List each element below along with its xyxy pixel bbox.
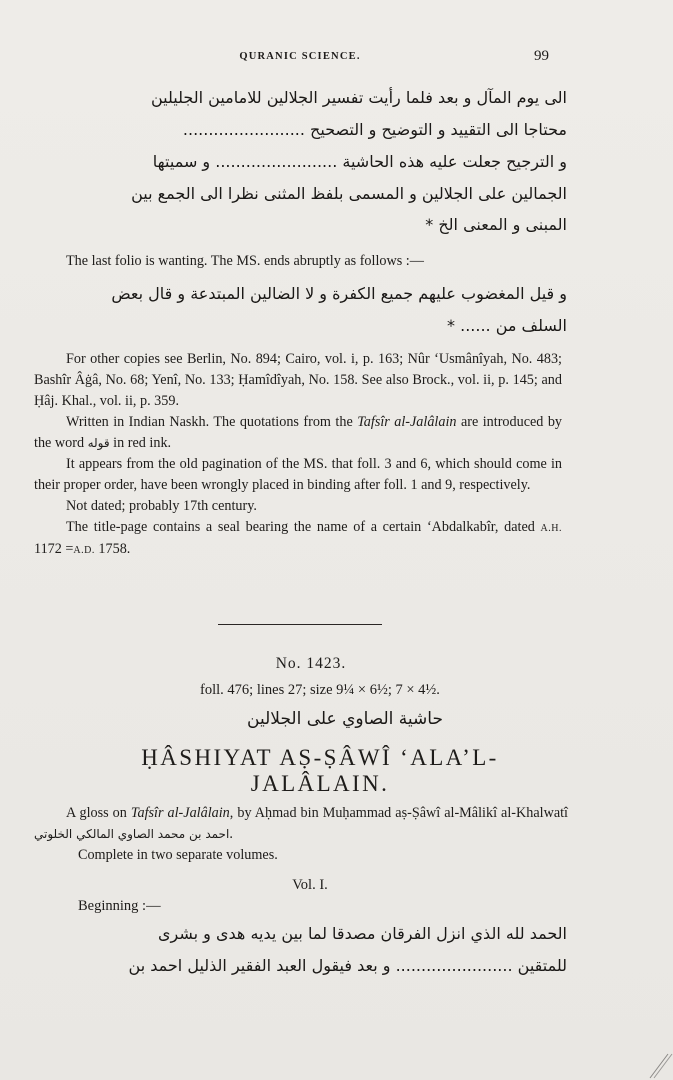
arabic-line-2: محتاجا الى التقييد و التوضيح و التصحيح ........................ [182,120,567,139]
notes-block [34,349,562,561]
gloss-block [34,803,568,866]
scan-corner-mark [646,1050,673,1080]
arabic-line-5: المبنى و المعنى الخ * [425,215,567,234]
beginning-arabic-line-1: الحمد لله الذي انزل الفرقان مصدقا لما بين يديه هدى و بشرى [158,924,567,943]
arabic-line-3: و الترجيح جعلت عليه هذه الحاشية ........................ و سميتها [152,152,567,171]
entry-size-line: foll. 476; lines 27; size 9¼ × 6½; 7 × 4½. [200,682,440,698]
complete-paragraph: Complete in two separate volumes. [78,847,278,863]
entry-title-line-2: JALÂLAIN. [250,771,390,796]
beginning-label: Beginning :— [78,898,161,914]
running-head [0,50,673,66]
arabic-word-qawluhu: قوله [87,436,110,450]
folio-note: The last folio is wanting. The MS. ends abruptly as follows :— [66,253,424,269]
tafsir-title-italic: Tafsîr al-Jalâlain [357,414,457,430]
written-paragraph: Written in Indian Naskh. The quotations from the Tafsîr al-Jalâlain are introduced by the word قوله in red ink. [34,414,563,451]
volume-heading: Vol. I. [292,877,328,893]
other-copies-paragraph: For other copies see Berlin, No. 894; Cairo, vol. i, p. 163; Nûr ‘Usmânîyah, No. 483; Bashîr Âġâ, No. 68; Yenî, No. 133; Ḥamîdîyah, No. 158. See also Brock., vol. ii, p. 145; and Ḥâj. Khal., vol. ii, p. 359. [34,351,562,409]
section-divider [218,624,382,625]
entry-arabic-title: حاشية الصاوي على الجلالين [247,709,443,729]
entry-title-line-1: ḤÂSHIYAT AṢ-ṢÂWÎ ‘ALA’L- [141,745,499,770]
arabic-ending-line-2: السلف من ...... * [447,316,567,335]
running-title: QURANIC SCIENCE. [239,51,361,62]
gloss-paragraph: A gloss on Tafsîr al-Jalâlain, by Aḥmad bin Muḥammad aṣ-Ṣâwî al-Mâlikî al-Khalwatî احمد بن محمد الصاوي المالكي الخلوتي. [34,805,568,842]
beginning-arabic-line-2: للمتقين ....................... و بعد فيقول العبد الفقير الذليل احمد بن [128,956,567,975]
arabic-line-4: الجمالين على الجلالين و المسمى بلفظ المثنى نظرا الى الجمع بين [131,184,567,203]
gloss-arabic-name: احمد بن محمد الصاوي المالكي الخلوتي [34,827,230,841]
seal-paragraph: The title-page contains a seal bearing the name of a certain ‘Abdalkabîr, dated A.H. 1172 =A.D. 1758. [34,519,562,557]
pagination-paragraph: It appears from the old pagination of the MS. that foll. 3 and 6, which should come in their proper order, have been wrongly placed in binding after foll. 1 and 9, respectively. [34,456,562,493]
arabic-ending-line-1: و قيل المغضوب عليهم جميع الكفرة و لا الضالين المبتدعة و قال بعض [111,284,567,303]
page-number: 99 [534,48,549,64]
arabic-line-1: الى يوم المآل و بعد فلما رأيت تفسير الجلالين للامامين الجليلين [151,88,567,107]
gloss-tafsir-italic: Tafsîr al-Jalâlain [130,805,230,821]
entry-number: No. 1423. [275,655,347,672]
not-dated-paragraph: Not dated; probably 17th century. [66,498,257,514]
